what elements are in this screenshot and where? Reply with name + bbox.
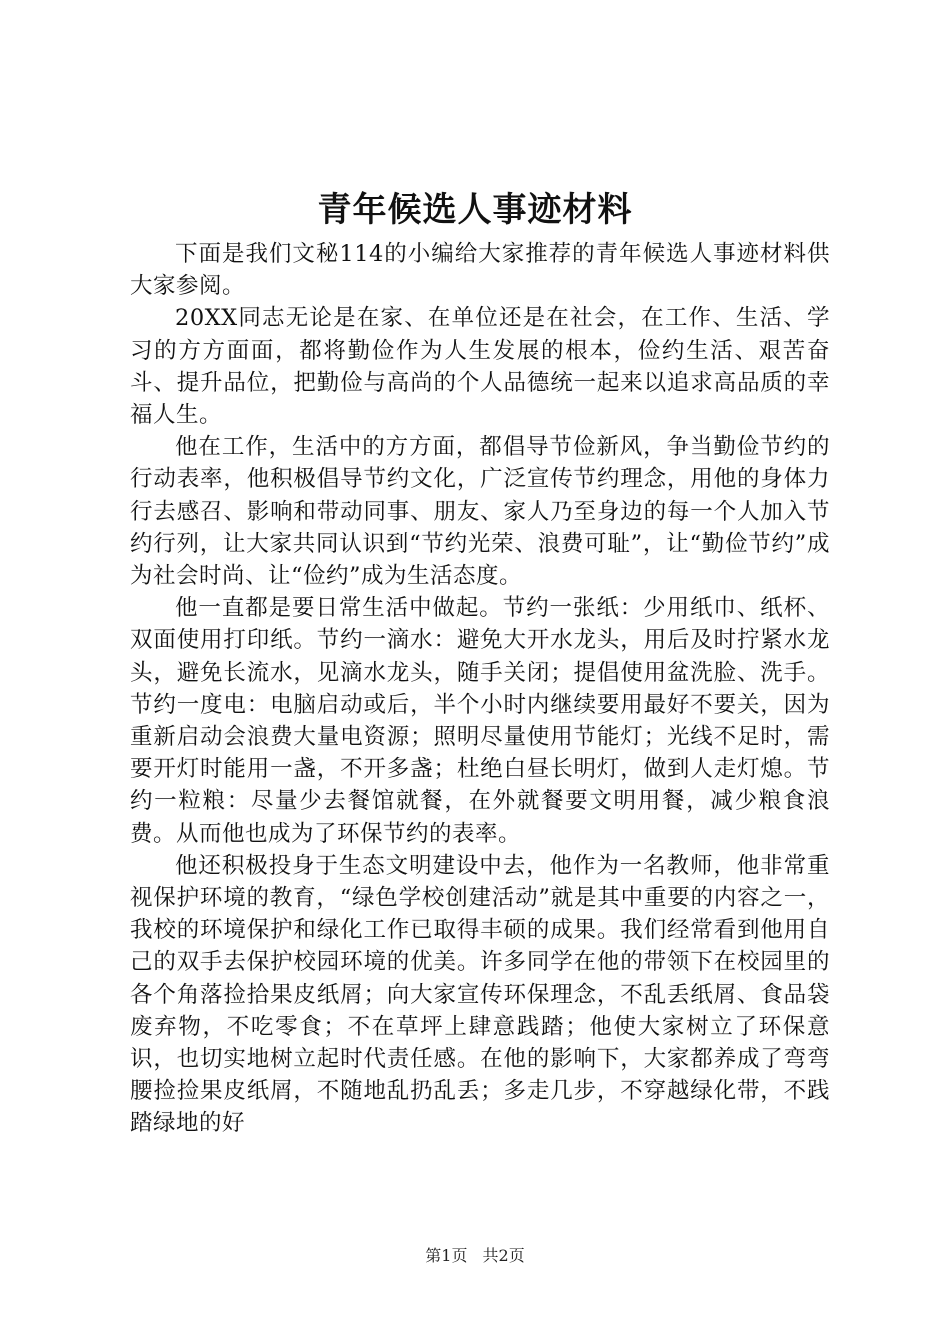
page-number: 第1页 (425, 1246, 468, 1265)
paragraph-work-example: 他在工作，生活中的方方面，都倡导节俭新风，争当勤俭节约的行动表率，他积极倡导节约文化，广泛宣传节约理念，用他的身体力行去感召、影响和带动同事、朋友、家人乃至身边的每一个人加入节约行列，让大家共同认识到“节约光荣、浪费可耻”，让“勤俭节约”成为社会时尚、让“俭约”成为生活态度。 (130, 434, 830, 590)
paragraph-intro: 下面是我们文秘114的小编给大家推荐的青年候选人事迹材料供大家参阅。 (130, 241, 830, 300)
page-footer (0, 1245, 950, 1267)
paragraph-thrift: 20XX同志无论是在家、在单位还是在社会，在工作、生活、学习的方方面面，都将勤俭作为人生发展的根本，俭约生活、艰苦奋斗、提升品位，把勤俭与高尚的个人品德统一起来以追求高品质的幸福人生。 (130, 305, 830, 429)
paragraph-daily-saving: 他一直都是要日常生活中做起。节约一张纸：少用纸巾、纸杯、双面使用打印纸。节约一滴水：避免大开水龙头，用后及时拧紧水龙头，避免长流水，见滴水龙头，随手关闭；提倡使用盆洗脸、洗手。节约一度电：电脑启动或后，半个小时内继续要用最好不要关，因为重新启动会浪费大量电资源；照明尽量使用节能灯；光线不足时，需要开灯时能用一盏，不开多盏；杜绝白昼长明灯，做到人走灯熄。节约一粒粮：尽量少去餐馆就餐，在外就餐要文明用餐，减少粮食浪费。从而他也成为了环保节约的表率。 (130, 595, 830, 847)
paragraph-eco-education: 他还积极投身于生态文明建设中去，他作为一名教师，他非常重视保护环境的教育，“绿色学校创建活动”就是其中重要的内容之一，我校的环境保护和绿化工作已取得丰硕的成果。我们经常看到他用自己的双手去保护校园环境的优美。许多同学在他的带领下在校园里的各个角落捡拾果皮纸屑；向大家宣传环保理念，不乱丢纸屑、食品袋废弃物，不吃零食；不在草坪上肆意践踏；他使大家树立了环保意识，也切实地树立起时代责任感。在他的影响下，大家都养成了弯弯腰捡捡果皮纸屑，不随地乱扔乱丢；多走几步，不穿越绿化带，不践踏绿地的好 (130, 852, 830, 1137)
document-body (130, 238, 830, 1140)
document-title: 青年候选人事迹材料 (317, 190, 633, 230)
page-total: 共2页 (482, 1246, 525, 1265)
